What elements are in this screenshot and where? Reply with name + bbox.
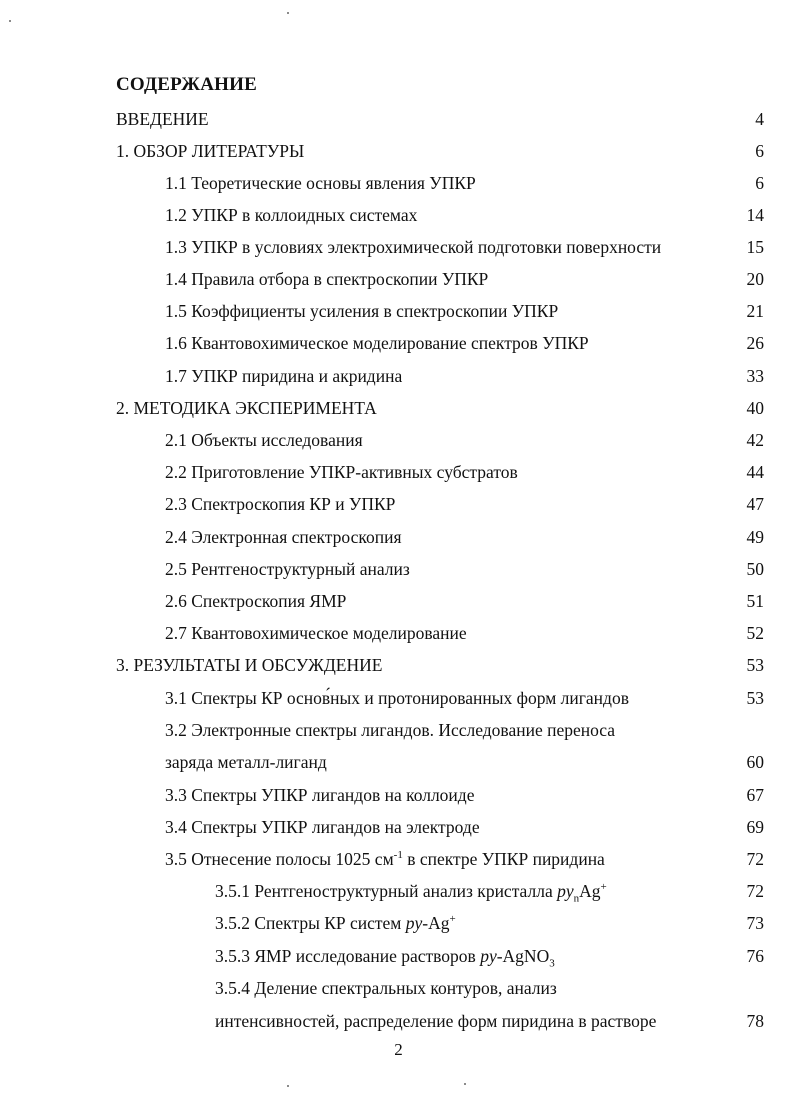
toc-entry-page: 20 bbox=[746, 269, 764, 289]
toc-entry-label: 2.5 Рентгеноструктурный анализ bbox=[165, 559, 410, 579]
scan-speck bbox=[287, 1085, 289, 1087]
toc-entry-label: 3.5 Отнесение полосы 1025 $см^{-1}$ в спектре УПКР пиридина bbox=[165, 849, 605, 869]
toc-entry-label: 2.7 Квантовохимическое моделирование bbox=[165, 623, 467, 643]
toc-entry-label: 3.3 Спектры УПКР лигандов на коллоиде bbox=[165, 785, 475, 805]
toc-entry bbox=[0, 554, 797, 584]
toc-entry bbox=[0, 296, 797, 326]
toc-entry-label: заряда металл-лиганд bbox=[165, 752, 327, 772]
toc-entry-page: 60 bbox=[746, 752, 764, 772]
toc-entry-label: 3. РЕЗУЛЬТАТЫ И ОБСУЖДЕНИЕ bbox=[116, 655, 383, 675]
toc-entry-label: ВВЕДЕНИЕ bbox=[116, 109, 209, 129]
toc-entry bbox=[0, 104, 797, 134]
toc-entry bbox=[0, 650, 797, 680]
toc-entry bbox=[0, 328, 797, 358]
toc-entry-page: 4 bbox=[755, 109, 764, 129]
toc-entry bbox=[0, 457, 797, 487]
toc-entry-page: 51 bbox=[746, 591, 764, 611]
toc-entry-label: 1.6 Квантовохимическое моделирование спектров УПКР bbox=[165, 333, 589, 353]
toc-entry-label: 2.2 Приготовление УПКР-активных субстратов bbox=[165, 462, 518, 482]
toc-entry-page: 73 bbox=[746, 913, 764, 933]
toc-entry bbox=[0, 489, 797, 519]
toc-entry-page: 42 bbox=[746, 430, 764, 450]
toc-entry-label: 3.5.1 Рентгеноструктурный анализ кристалла $py_nAg^+$ bbox=[215, 881, 607, 905]
toc-entry bbox=[0, 908, 797, 938]
toc-entry bbox=[0, 780, 797, 810]
toc-entry-page: 33 bbox=[746, 366, 764, 386]
toc-entry-label: 2.4 Электронная спектроскопия bbox=[165, 527, 402, 547]
toc-entry-label: 3.5.4 Деление спектральных контуров, анализ bbox=[215, 978, 557, 998]
toc-entry-page: 26 bbox=[746, 333, 764, 353]
toc-entry-label: 1.3 УПКР в условиях электрохимической подготовки поверхности bbox=[165, 237, 662, 257]
toc-entry-page: 6 bbox=[755, 173, 764, 193]
toc-entry-label: 2. МЕТОДИКА ЭКСПЕРИМЕНТА bbox=[116, 398, 377, 418]
toc-entry-page: 72 bbox=[746, 881, 764, 901]
toc-entry-page: 78 bbox=[746, 1011, 764, 1031]
toc-entry-page: 14 bbox=[746, 205, 764, 225]
toc-entry bbox=[0, 168, 797, 198]
toc-entry-page: 40 bbox=[746, 398, 764, 418]
toc-title: СОДЕРЖАНИЕ bbox=[116, 74, 257, 95]
toc-entry bbox=[0, 973, 797, 1003]
toc-entry-label: 2.3 Спектроскопия КР и УПКР bbox=[165, 494, 396, 514]
toc-entry-label: 1.4 Правила отбора в спектроскопии УПКР bbox=[165, 269, 489, 289]
scan-speck bbox=[464, 1083, 466, 1085]
toc-entry-label: 2.6 Спектроскопия ЯМР bbox=[165, 591, 347, 611]
toc-entry-label: 1.2 УПКР в коллоидных системах bbox=[165, 205, 418, 225]
toc-entry-page: 52 bbox=[746, 623, 764, 643]
toc-entry bbox=[0, 586, 797, 616]
toc-entry-page: 15 bbox=[746, 237, 764, 257]
toc-entry bbox=[0, 876, 797, 906]
toc-entry bbox=[0, 200, 797, 230]
scan-speck bbox=[9, 20, 11, 22]
toc-entry-label: 3.5.3 ЯМР исследование растворов py-AgNO$_3$ bbox=[215, 946, 555, 970]
toc-entry-page: 50 bbox=[746, 559, 764, 579]
toc-entry bbox=[0, 264, 797, 294]
toc-entry-label: 2.1 Объекты исследования bbox=[165, 430, 363, 450]
toc-entry bbox=[0, 393, 797, 423]
toc-entry-page: 44 bbox=[746, 462, 764, 482]
toc-entry-page: 47 bbox=[746, 494, 764, 514]
toc-entry-page: 67 bbox=[746, 785, 764, 805]
toc-entry-page: 72 bbox=[746, 849, 764, 869]
toc-entry-page: 69 bbox=[746, 817, 764, 837]
toc-entry-page: 76 bbox=[746, 946, 764, 966]
toc-entry bbox=[0, 683, 797, 713]
toc-entry bbox=[0, 232, 797, 262]
toc-entry bbox=[0, 522, 797, 552]
toc-entry bbox=[0, 1006, 797, 1036]
toc-entry bbox=[0, 618, 797, 648]
toc-entry bbox=[0, 425, 797, 455]
toc-entry bbox=[0, 715, 797, 745]
scan-speck bbox=[287, 12, 289, 14]
toc-entry-label: интенсивностей, распределение форм пиридина в растворе bbox=[215, 1011, 657, 1031]
toc-entry-page: 21 bbox=[746, 301, 764, 321]
toc-entry-page: 53 bbox=[746, 655, 764, 675]
toc-entry bbox=[0, 136, 797, 166]
toc-entry-label: 1.1 Теоретические основы явления УПКР bbox=[165, 173, 476, 193]
toc-entry-page: 53 bbox=[746, 688, 764, 708]
toc-entry-page: 6 bbox=[755, 141, 764, 161]
toc-entry bbox=[0, 941, 797, 971]
toc-entry-label: 3.4 Спектры УПКР лигандов на электроде bbox=[165, 817, 480, 837]
toc-entry-label: 1.7 УПКР пиридина и акридина bbox=[165, 366, 403, 386]
toc-entry bbox=[0, 361, 797, 391]
toc-entry-label: 3.5.2 Спектры КР систем py-Ag+ bbox=[215, 913, 456, 933]
toc-entry bbox=[0, 844, 797, 874]
toc-entry-label: 1.5 Коэффициенты усиления в спектроскопии УПКР bbox=[165, 301, 559, 321]
toc-entry bbox=[0, 812, 797, 842]
toc-entry bbox=[0, 747, 797, 777]
toc-entry-label: 1. ОБЗОР ЛИТЕРАТУРЫ bbox=[116, 141, 305, 161]
toc-entry-page: 49 bbox=[746, 527, 764, 547]
toc-entry-label: 3.1 Спектры КР основ́ных и протонированных форм лигандов bbox=[165, 688, 629, 708]
toc-entry-label: 3.2 Электронные спектры лигандов. Исследование переноса bbox=[165, 720, 616, 740]
page-number: 2 bbox=[394, 1040, 403, 1059]
